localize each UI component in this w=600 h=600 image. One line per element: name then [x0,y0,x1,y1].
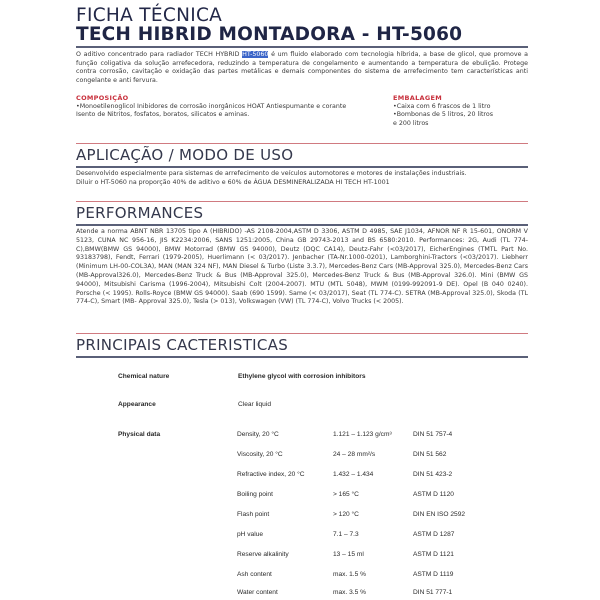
intro-paragraph: O aditivo concentrado para radiador TECH HYBRID HT-5060 é um fluido elaborado com tecnologia híbrida, a base de glicol, que promove a função coligativa da solução arrefecedora, reduzindo a temperatura de congelamento e aumentando a temperatura de ebulição. Protege contra corrosão, cavitação e oxidação das partes metálicas e demais componentes do sistema de arrefecimento tem características anti congelante e anti fervura. [76,51,528,84]
section-divider-top [76,333,528,334]
physical-property-cell: Flash point [237,511,270,518]
composition-block [76,94,366,120]
product-title: TECH HIBRID MONTADORA - HT-5060 [76,24,463,45]
packaging-line: •Caixa com 6 frascos de 1 litro [393,103,491,110]
selected-text-highlight[interactable]: HT-5060 [242,51,269,58]
physical-method-cell: DIN EN ISO 2592 [413,511,466,518]
appearance-value: Clear liquid [238,401,271,408]
physical-value-cell: max. 3.5 % [333,589,366,596]
section-divider-top [76,143,528,144]
physical-property-cell: Refractive index, 20 °C [237,471,305,478]
physical-property-cell: Boiling point [237,491,273,498]
physical-property-cell: Ash content [237,571,272,578]
title-divider [76,46,528,48]
composition-heading: COMPOSIÇÃO [76,94,129,102]
physical-value-cell: > 120 °C [333,511,359,518]
section-divider-bottom [76,224,528,226]
physical-method-cell: DIN 51 777-1 [413,589,453,596]
section-divider-bottom [76,166,528,168]
physical-property-cell: Density, 20 °C [237,431,279,438]
appearance-label: Appearance [118,401,156,408]
physical-property-cell: Water content [237,589,278,596]
document-title: FICHA TÉCNICA [76,5,223,26]
physical-value-cell: 1.432 – 1.434 [333,471,374,478]
physical-data-label: Physical data [118,431,161,438]
physical-method-cell: ASTM D 1121 [413,551,454,558]
physical-method-cell: ASTM D 1119 [413,571,454,578]
performances-title: PERFORMANCES [76,204,204,222]
physical-property-cell: Reserve alkalinity [237,551,289,558]
physical-property-cell: pH value [237,531,264,538]
packaging-line: •Bombonas de 5 litros, 20 litros [393,111,494,119]
physical-value-cell: 24 – 28 mm²/s [333,451,376,458]
performances-text: Atende a norma ABNT NBR 13705 tipo A (HIBRIDO) -AS 2108-2004,ASTM D 3306, ASTM D 4985, SAE J1034, AFNOR NF R 15-601, ONORM V 5123, CUNA NC 956-16, JIS K2234:2006, SANS 1251:2005, China GB 29743-2013 and BS 6580:2010. Performances: 2G, Audi (TL 774-C),BMW(BMW GS 94000), BMW Motorrad (BMW GS 94000), Deutz (DQC CA14), Deutz-Fahr (<03/2017), EicherEngines (TMTL Part No. 93183798), Fendt, Ferrari (1979-2005), Huerlimann (< 03/2017). Jenbacher (TA-Nr.1000-0201), Lamborghini-Tractors (<03/2017). Liebherr (Minimum LH-00-COL3A), MAN (MAN 324 NF), MAN Diesel & Turbo (Liste 3.3.7), Mercedes-Benz Cars (MB-Approval 325.0), Mercedes-Benz Cars (MB-Approval326.0), Mercedes-Benz Truck & Bus (MB-Approval 325.0), Mercedes-Benz Truck & Bus (MB-Approval 326.0). Mini (BMW GS 94000), Mitsubishi Carisma (1996-2004), Mitsubishi Colt (2004-2007). MTU (MTL 5048), MWM (0199-992091-9 DE). Opel (B 040 0240). Porsche (< 1995). Rolls-Royce (BMW GS 94000). Saab (690 1599). Same (< 03/2017), Seat (TL 774-C). SETRA (MB-Approval 325.0), Skoda (TL 774-C), Smart (MB- Approval 325.0), Tesla (> 013), Volkswagen (VW) (TL 774-C), Volvo Trucks (< 2005). [76,228,528,306]
section-divider-top [76,201,528,202]
section-divider-bottom [76,356,528,358]
physical-value-cell: 7.1 – 7.3 [333,531,359,538]
physical-method-cell: DIN 51 423-2 [413,471,453,478]
physical-property-cell: Viscosity, 20 °C [237,451,283,458]
chemical-nature-value: Ethylene glycol with corrosion inhibitors [238,373,366,380]
physical-value-cell: 13 – 15 ml [333,551,364,558]
application-text: Desenvolvido especialmente para sistemas de arrefecimento de veículos automotores e motores de instalações industriais. Diluir o HT-5060 na proporção 40% de aditivo e 60% de ÁGUA DESMINERALIZADA HI TECH HT-1001 [76,170,467,186]
physical-method-cell: DIN 51 562 [413,451,447,458]
chemical-nature-label: Chemical nature [118,373,170,380]
characteristics-title: PRINCIPAIS CACTERISTICAS [76,336,289,354]
application-title: APLICAÇÃO / MODO DE USO [76,146,294,164]
physical-value-cell: > 165 °C [333,491,359,498]
packaging-line: e 200 litros [393,119,429,127]
packaging-heading: EMBALAGEM [393,94,443,102]
physical-value-cell: max. 1.5 % [333,571,366,578]
packaging-block [393,94,528,128]
physical-method-cell: ASTM D 1287 [413,531,455,538]
physical-method-cell: ASTM D 1120 [413,491,454,498]
physical-method-cell: DIN 51 757-4 [413,431,453,438]
composition-text: •Monoetilenoglicol Inibidores de corrosão inorgânicos HOAT Antiespumante e corante Isento de Nitritos, fosfatos, boratos, silicatos e aminas. [76,103,347,119]
physical-value-cell: 1.121 – 1.123 g/cm³ [333,431,392,438]
